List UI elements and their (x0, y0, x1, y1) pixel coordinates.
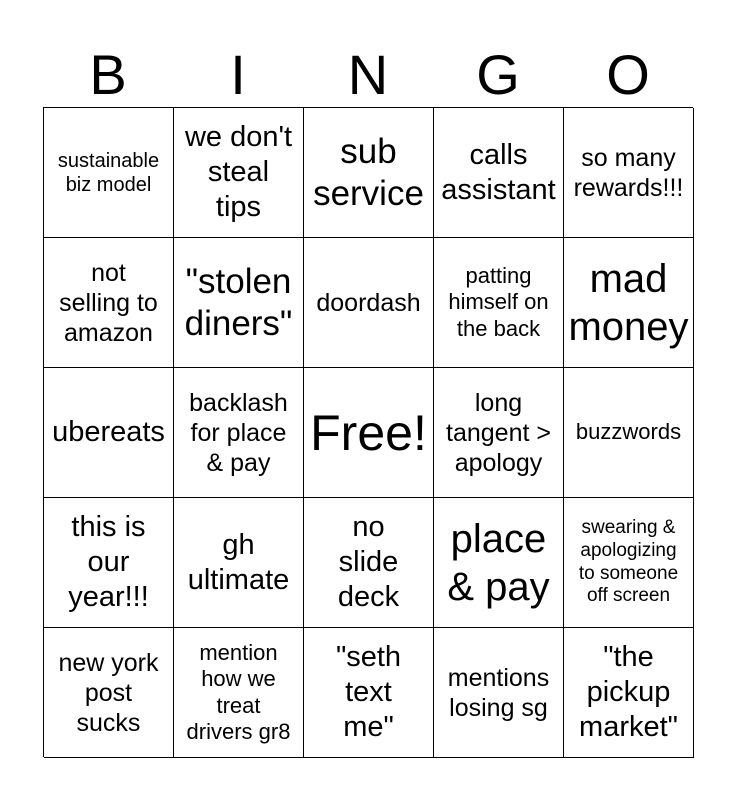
cell-text: long tangent > apology (446, 388, 551, 477)
bingo-cell-r1-c4[interactable] (564, 238, 694, 368)
bingo-cell-r0-c0[interactable] (44, 108, 174, 238)
cell-text: "seth text me" (335, 641, 402, 743)
bingo-board (43, 107, 693, 757)
bingo-cell-r0-c4[interactable] (564, 108, 694, 238)
cell-text: mad money (568, 256, 689, 349)
cell-text: mentions losing sg (447, 663, 550, 722)
header-letter-i: I (230, 43, 246, 106)
cell-text: sub service (313, 131, 424, 213)
cell-text: this is our year!!! (68, 511, 149, 613)
cell-text: not selling to amazon (59, 258, 158, 347)
bingo-cell-r4-c1[interactable] (174, 628, 304, 758)
cell-text: ubereats (52, 416, 165, 449)
cell-text: "stolen diners" (184, 261, 293, 343)
bingo-cell-r2-c1[interactable] (174, 368, 304, 498)
cell-text: sustainable biz model (57, 149, 160, 196)
cell-text: calls assistant (441, 138, 556, 206)
bingo-cell-r4-c3[interactable] (434, 628, 564, 758)
cell-text: so many rewards!!! (573, 143, 684, 202)
header-letter-g: G (476, 43, 520, 106)
bingo-cell-r1-c3[interactable] (434, 238, 564, 368)
bingo-header (43, 44, 693, 106)
free-space-label: Free! (310, 404, 427, 461)
bingo-cell-r0-c1[interactable] (174, 108, 304, 238)
bingo-cell-r3-c2[interactable] (304, 498, 434, 628)
bingo-cell-r2-c0[interactable] (44, 368, 174, 498)
cell-text: new york post sucks (58, 648, 159, 737)
header-letter-n: N (347, 43, 389, 106)
cell-text: backlash for place & pay (189, 388, 288, 477)
cell-text: "the pickup market" (579, 641, 678, 743)
bingo-cell-r1-c2[interactable] (304, 238, 434, 368)
cell-text: no slide deck (337, 511, 400, 613)
cell-text: place & pay (447, 516, 550, 609)
cell-text: swearing & apologizing to someone off screen (578, 516, 679, 607)
bingo-cell-r4-c0[interactable] (44, 628, 174, 758)
bingo-cell-r3-c3[interactable] (434, 498, 564, 628)
cell-text: doordash (316, 288, 421, 317)
bingo-cell-r3-c4[interactable] (564, 498, 694, 628)
bingo-cell-r1-c0[interactable] (44, 238, 174, 368)
cell-text: patting himself on the back (448, 262, 549, 341)
cell-text: gh ultimate (187, 528, 290, 596)
bingo-cell-r3-c0[interactable] (44, 498, 174, 628)
bingo-cell-r1-c1[interactable] (174, 238, 304, 368)
bingo-cell-r0-c2[interactable] (304, 108, 434, 238)
cell-text: we don't steal tips (184, 121, 293, 223)
bingo-cell-r0-c3[interactable] (434, 108, 564, 238)
cell-text: mention how we treat drivers gr8 (186, 639, 291, 744)
bingo-cell-r4-c4[interactable] (564, 628, 694, 758)
bingo-cell-free[interactable] (304, 368, 434, 498)
bingo-cell-r3-c1[interactable] (174, 498, 304, 628)
bingo-cell-r2-c3[interactable] (434, 368, 564, 498)
cell-text: buzzwords (575, 419, 682, 445)
header-letter-b: B (89, 43, 127, 106)
header-letter-o: O (606, 43, 650, 106)
bingo-cell-r2-c4[interactable] (564, 368, 694, 498)
bingo-cell-r4-c2[interactable] (304, 628, 434, 758)
